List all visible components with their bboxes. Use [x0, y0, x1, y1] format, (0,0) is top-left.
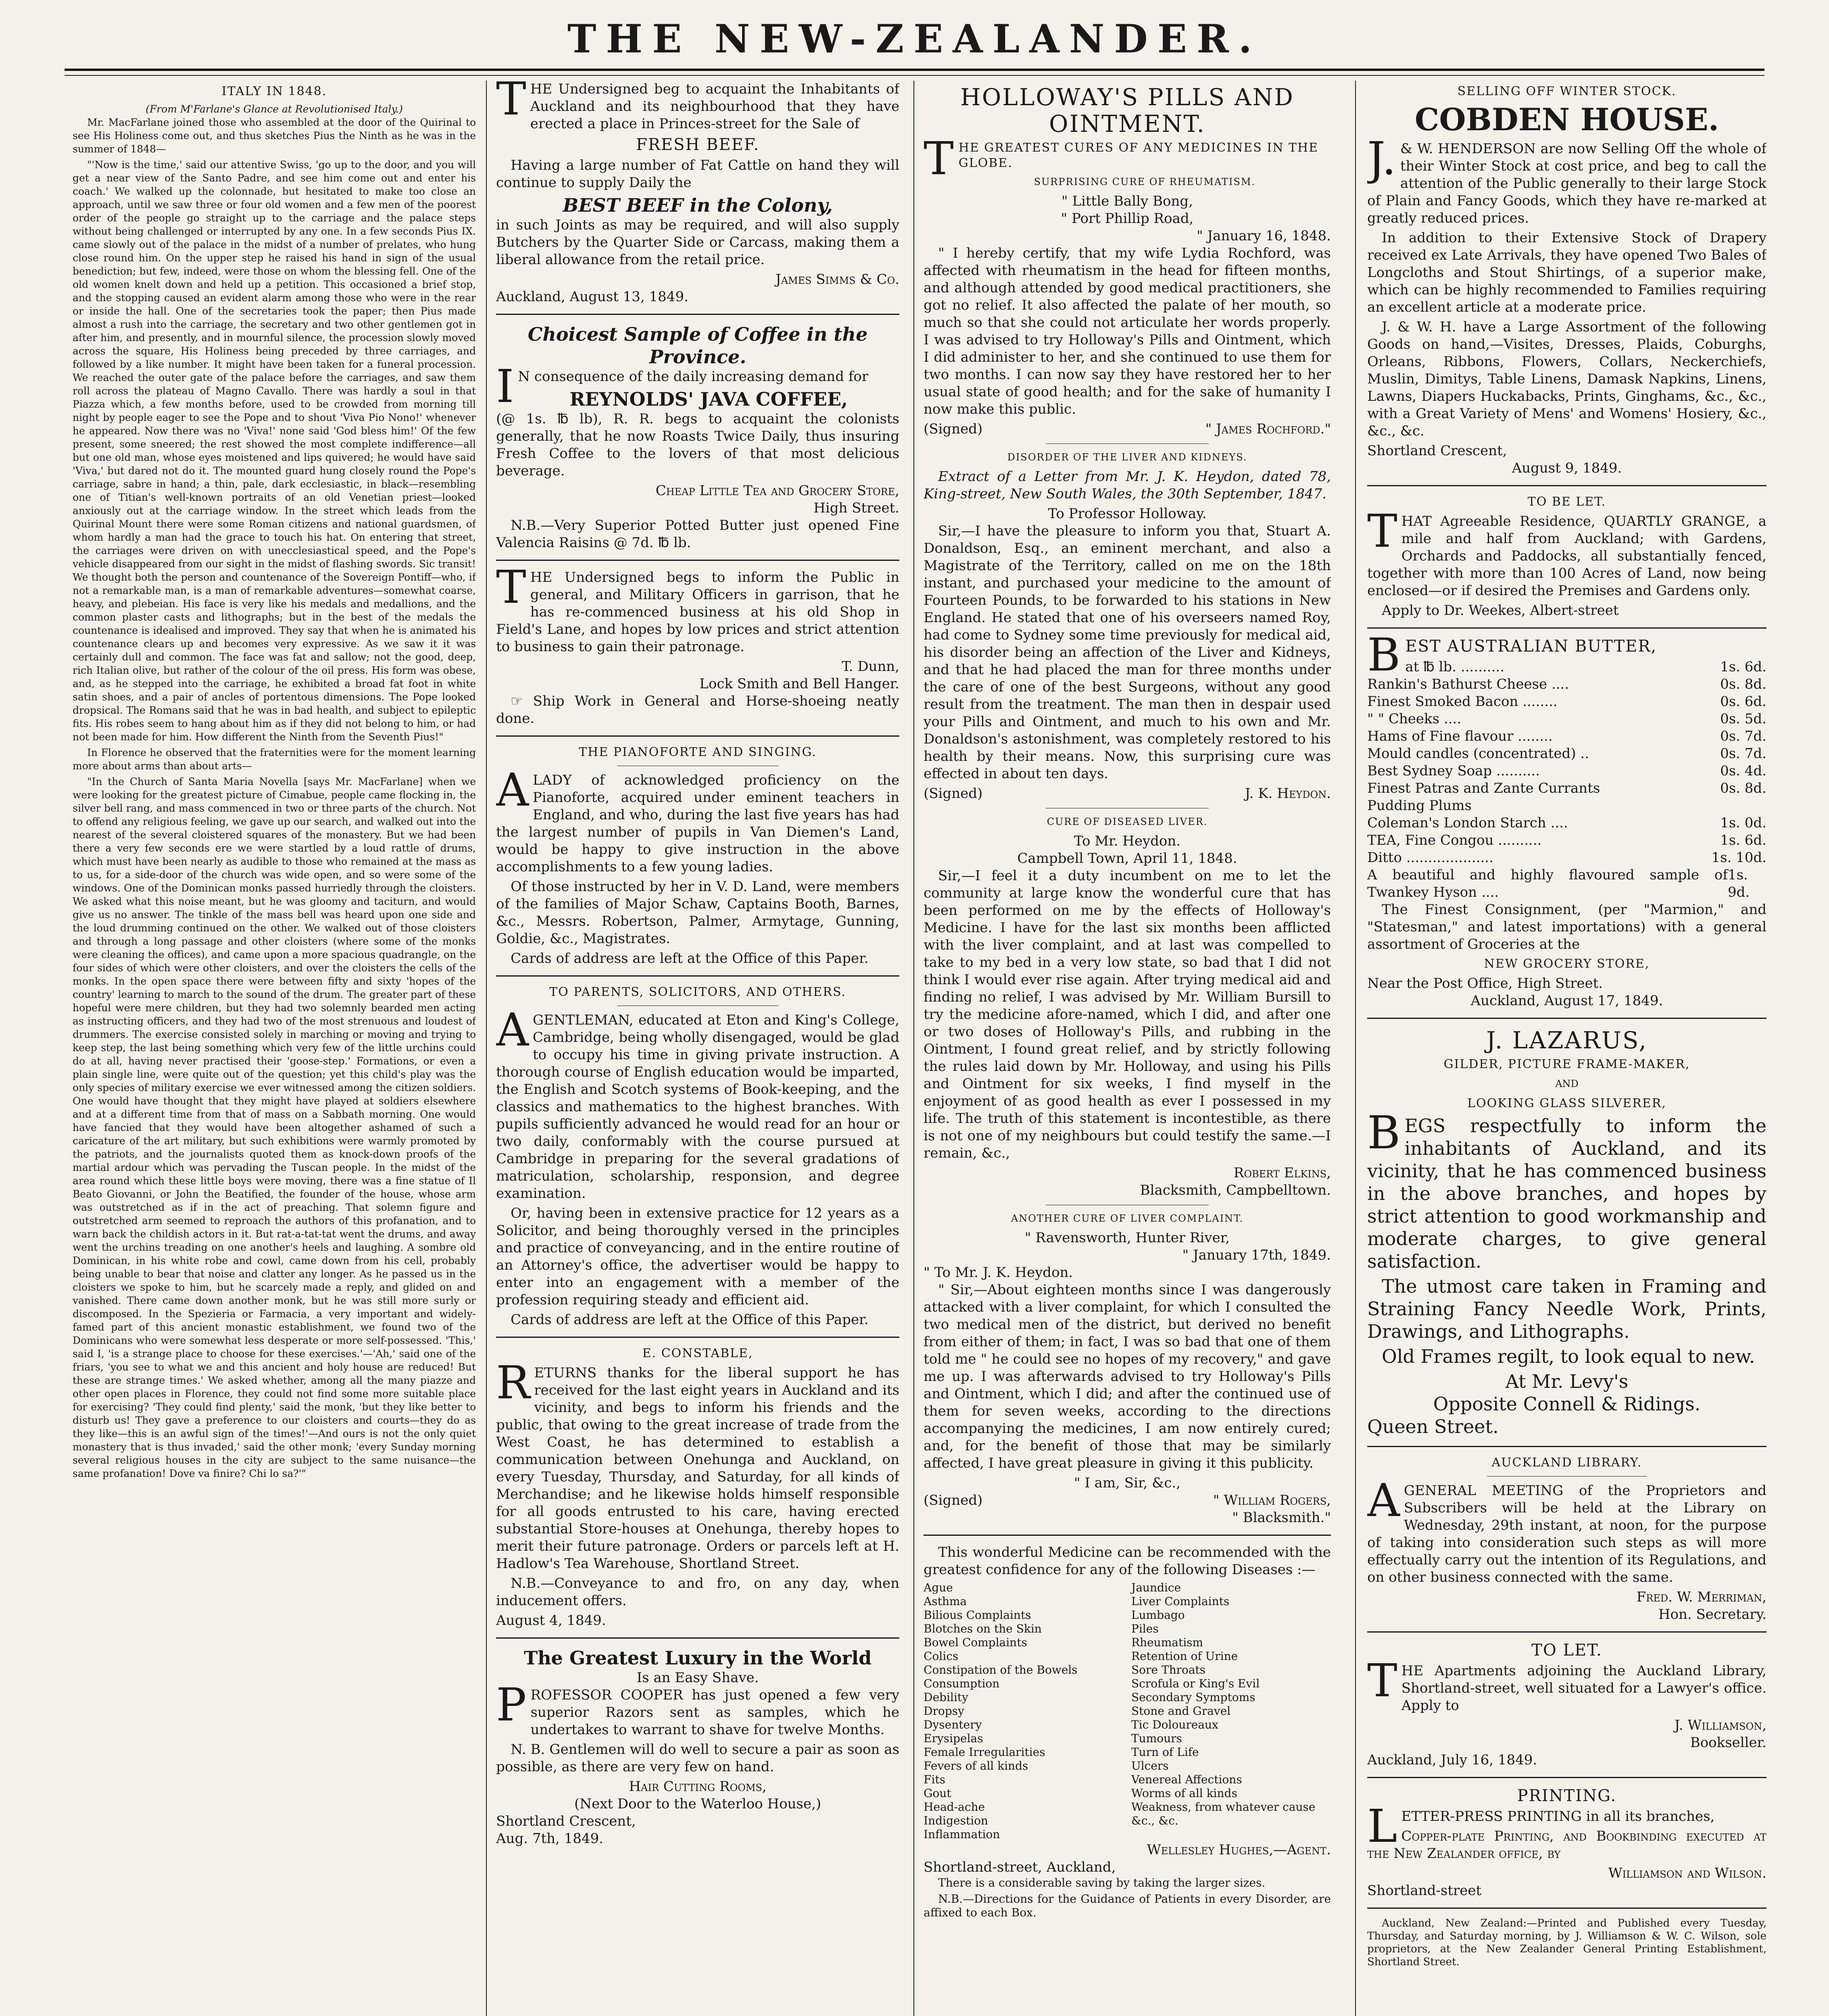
price-row	[1367, 762, 1766, 780]
item-name: Mould candles (concentrated) ..	[1367, 746, 1589, 762]
disease-item: Indigestion	[924, 1814, 988, 1827]
ad-note: N. B. Gentlemen will do well to secure a pair as soon as possible, as there are very few on hand.	[496, 1741, 899, 1775]
testimonial-title: CURE OF DISEASED LIVER.	[1047, 816, 1208, 827]
ad-note: N.B.—Very Superior Potted Butter just opened Fine Valencia Raisins @ 7d. ℔ lb.	[496, 517, 899, 551]
testimonial-signature	[924, 785, 1331, 802]
ad-heading: TO LET.	[1531, 1641, 1602, 1660]
item-price: 1s. 9d.	[1727, 867, 1750, 900]
ad-body: THE Undersigned begs to inform the Public in general, and Military Officers in garrison, that he has re-commenced business at his old Shop in Field's Lane, and hopes by low prices and strict attention to business to gain their patronage.	[496, 561, 899, 655]
ad-body: The Finest Consignment, (per "Marmion," and "Statesman," and latest importations) with a general assortment of Groceries at the	[1367, 902, 1766, 952]
disease-item: Asthma	[924, 1595, 967, 1608]
diseases-list	[924, 1581, 1331, 1841]
ad-date: Auckland, August 17, 1849.	[1470, 993, 1663, 1009]
item-name: Ditto ....................	[1367, 850, 1493, 866]
ad-note: N.B.—Directions for the Guidance of Patients in every Disorder, are affixed to each Box.	[924, 1892, 1331, 1919]
disease-item: Sore Throats	[1131, 1663, 1206, 1677]
testimonial-extract: Extract of a Letter from Mr. J. K. Heydon, dated 78, King-street, New South Wales, the 30th September, 1847.	[924, 469, 1331, 502]
ad-heading: Choicest Sample of Coffee in the Province.	[528, 323, 868, 368]
diseases-intro: This wonderful Medicine can be recommended with the greatest confidence for any of the following Diseases :—	[924, 1544, 1331, 1578]
column-rule	[913, 81, 914, 2016]
article-paragraph: "In the Church of Santa Maria Novella [says Mr. MacFarlane] when we were looking for the greatest picture of Cimabue, people came flocking in, the silver bell rang, and mass commenced in two or three parts of the church. Not to offend any religious feeling, we gave up our search, and walked out into the nearest of the several cloistered squares of the monastery. But we had been there a very few seconds ere we were startled by a loud rattle of drums, which must have been nearly as audible to those who remained at the mass as to us, for a side-door of the church was wide open, and so were some of the windows. One of the Dominican monks passed hurriedly through the cloisters. We asked what this noise meant, but he was gloomy and taciturn, and would give us no answer. The tinkle of the mass bell was heard upon one side and the loud drumming continued on the other. We walked out of those cloisters and through a long passage and other cloisters (where some of the monks were cleaning the offices), and came upon a more spacious quadrangle, on the four sides of which were other cloisters, and over the cloisters the cells of the monks. In the open space there were between fifty and sixty 'hopes of the country' learning to march to the sound of the drum. The greater part of these hopeful were mere children, but they had two solemnly bearded men acting as instructing officers, and they had two of the most strenuous and loudest of drummers. The exercise consisted solely in marching or moving and trying to keep step, the last being something which very few of the little urchins could do at all, having never practised their 'goose-step.' Formations, or even a plain single line, were quite out of the question; yet this child's play was the only species of military exercise we ever witnessed among the citizen soldiers. One would have thought that they might have played at soldiers elsewhere and at a different time from that of mass on a Sabbath morning. One would have fancied that they would have been altogether ashamed of such a caricature of the art military, but such exhibitions were warmly promoted by the patriots, and the journalists quoted them as knock-down proofs of the martial ardour which was pervading the Tuscan people. In the midst of the area round which these little boys were moving, there was a fine statue of Il Beato Giovanni, or John the Beatified, the founder of the house, whose arm was outstretched as if in the act of preaching. That solemn figure and outstretched arm seemed to reproach the authors of this profanation, and to warn back the childish actors in it. But rat-a-tat-tat went the drums, and away went the urchins treading on one another's heels and laughing. A sombre old Dominican, in his white robe and cowl, came down from his cell, probably being unable to bear that noise and clatter any longer. As he passed us in the cloisters we spoke to him, but he scarcely made a reply, and glided on and vanished. There came down another monk, but he was still more surly or discomposed. In the Spezieria or Farmacia, a very important and widely-famed part of this ancient monastic establishment, we found two of the Dominicans who were somewhat less desperate or more self-possessed. 'This,' said I, 'is a strange place to choose for these exercises.'—'Ah,' said one of the friars, 'you see to what we and this ancient and holy house are reduced! But these are strange times.' We asked whether, among all the many piazze and other open places in Florence, they could not find some more suitable place for exercising? 'They could find plenty,' said the monk, 'but they like better to disturb us! They gave a preference to our cloisters and courts—they do as they like—this is an awful sign of the times!'—And ours is not the only quiet monastery that is thus invaded,' said the other monk; 'every Sunday morning several religious houses in the city are subject to the same nuisance—the same profanation! Dove va finire? Chi lo sa?'"	[73, 776, 476, 1479]
ad-separator	[496, 560, 899, 561]
signed-title: " Blacksmith."	[1232, 1510, 1331, 1526]
ad-body: THE Undersigned beg to acquaint the Inhabitants of Auckland and its neighbourhood that they have erected a place in Princes-street for the Sale of	[496, 81, 899, 132]
price-row	[1367, 797, 1766, 814]
ad-note: There is a considerable saving by taking the larger sizes.	[938, 1876, 1266, 1889]
ad-body: Cards of address are left at the Office of this Paper.	[511, 950, 869, 966]
disease-item: Secondary Symptoms	[1131, 1691, 1255, 1704]
ad-street: High Street.	[813, 500, 899, 516]
disease-item: Liver Complaints	[1131, 1595, 1230, 1608]
item-price: 1s. 0d.	[1720, 815, 1766, 831]
column-rule	[1355, 81, 1356, 2016]
price-row	[1367, 780, 1766, 797]
item-name: Hams of Fine flavour ........	[1367, 728, 1553, 744]
item-price: 0s. 7d.	[1720, 728, 1766, 744]
ad-coffee	[496, 323, 899, 552]
ad-emphasis: BEST BEEF in the Colony,	[563, 194, 833, 216]
testimonial-body: Sir,—I feel it a duty incumbent on me to let the community at large know the wonderful cure that has been performed on me by the effects of Holloway's Medicine. I have for the last six months been afflicted with the liver complaint, and at last was compelled to take to my bed in a very low state, so bad that I did not think I would ever rise again. After trying medical aid and finding no relief, I was advised by Mr. William Bursill to try the medicine afore-named, which I did, and after one or two doses of Holloway's Pills, and rubbing in the Ointment, I found great relief, and by strictly following the rules laid down by Mr. Holloway, and using his Pills and Ointment for six weeks, I find myself in the enjoyment of as good health as ever I possessed in my life. The truth of this statement is incontestible, as there is not one of my neighbours but could testify the same.—I remain, &c.,	[924, 868, 1331, 1161]
ad-separator	[1367, 1908, 1766, 1909]
price-row	[1367, 728, 1766, 745]
ad-body: In addition to their Extensive Stock of Drapery received ex Late Arrivals, they have opened Two Bales of Longcloths and Stout Shirtings, of a superior make, which can be highly recommended to Families requiring an excellent article at a moderate price.	[1367, 230, 1766, 315]
disease-item: Bilious Complaints	[924, 1608, 1031, 1622]
disease-item: Tumours	[1131, 1732, 1182, 1745]
disease-item: Ague	[924, 1581, 953, 1594]
ad-body: PROFESSOR COOPER has just opened a few very superior Razors sent as samples, which he undertakes to warrant to shave for twelve Months.	[496, 1679, 899, 1738]
signed-name: " William Rogers,	[1213, 1492, 1331, 1508]
ad-heading: COBDEN HOUSE.	[1414, 102, 1719, 137]
disease-item: Tic Doloureaux	[1131, 1718, 1218, 1731]
testimonial-address: " Ravensworth, Hunter River,	[1024, 1230, 1230, 1246]
column-rule	[486, 81, 487, 2016]
disease-item: Head-ache	[924, 1800, 985, 1814]
ad-address: (Next Door to the Waterloo House,)	[574, 1796, 822, 1812]
item-price: 0s. 8d.	[1720, 676, 1766, 692]
ad-to-let	[1367, 1641, 1766, 1769]
ad-separator	[1367, 1446, 1766, 1447]
ad-signer: Williamson and Wilson.	[1608, 1865, 1766, 1881]
signed-name: J. K. Heydon.	[1245, 785, 1331, 802]
testimonial-title: SURPRISING CURE OF RHEUMATISM.	[1034, 176, 1256, 187]
ad-heading: TO BE LET.	[1527, 495, 1606, 509]
item-price: 0s. 5d.	[1720, 711, 1766, 727]
ad-body: AGENERAL MEETING of the Proprietors and Subscribers will be held at the Library on Wednesday, 29th instant, at noon, for the purpose of taking into consideration such steps as will more effectually carry out the intention of its Regulations, and on other business connected with the same.	[1367, 1475, 1766, 1585]
signed-name: Robert Elkins,	[1233, 1165, 1331, 1181]
item-name: Coleman's London Starch ....	[1367, 815, 1568, 831]
disease-item: Venereal Affections	[1131, 1773, 1242, 1786]
disease-item: Worms of all kinds	[1131, 1787, 1237, 1800]
ad-signer-title: Hon. Secretary.	[1658, 1606, 1766, 1622]
ad-store: Cheap Little Tea and Grocery Store,	[655, 483, 899, 499]
testimonial-address: Campbell Town, April 11, 1848.	[1017, 850, 1237, 866]
signed-name: " James Rochford."	[1205, 421, 1331, 437]
item-price: 0s. 8d.	[1720, 780, 1766, 796]
ad-conjunction: AND	[1555, 1078, 1579, 1089]
ad-signer: T. Dunn,	[841, 658, 899, 675]
column-3	[924, 81, 1331, 2016]
ad-to-be-let	[1367, 494, 1766, 619]
ad-body: The utmost care taken in Framing and Straining Fancy Needle Work, Prints, Drawings, and Lithographs.	[1367, 1275, 1766, 1342]
disease-item: Gout	[924, 1787, 951, 1800]
ad-heading: TO PARENTS, SOLICITORS, AND OTHERS.	[549, 985, 846, 999]
ad-parents	[496, 985, 899, 1329]
item-price: 0s. 7d.	[1720, 746, 1766, 762]
ad-date: Auckland, August 13, 1849.	[496, 289, 688, 305]
disease-item: Female Irregularities	[924, 1745, 1045, 1759]
ad-heading: AUCKLAND LIBRARY.	[1491, 1456, 1642, 1470]
ad-street: Queen Street.	[1367, 1416, 1499, 1437]
disease-item: Piles	[1131, 1622, 1159, 1635]
disease-item: Turn of Life	[1131, 1745, 1199, 1759]
ad-signer: Fred. W. Merriman,	[1636, 1589, 1766, 1605]
ad-topline: SELLING OFF WINTER STOCK.	[1457, 84, 1677, 98]
article-paragraph: Mr. MacFarlane joined those who assembled at the door of the Quirinal to see His Holiness come out, and thus sketches Pius the Ninth as he was in the summer of 1848—	[73, 117, 476, 155]
price-row	[1367, 676, 1766, 693]
price-row	[1367, 710, 1766, 728]
ad-subheading: Is an Easy Shave.	[636, 1670, 759, 1686]
testimonial-recipient: To Mr. Heydon.	[1074, 833, 1181, 849]
ad-body: BEGS respectfully to inform the inhabitants of Auckland, and its vicinity, that he has commenced business in the above branches, and hopes by strict attention to good workmanship and moderate charges, to give general satisfaction.	[1367, 1107, 1766, 1272]
ad-heading: BEST AUSTRALIAN BUTTER,	[1367, 629, 1657, 681]
ad-product: REYNOLDS' JAVA COFFEE,	[569, 388, 848, 410]
ad-address: Shortland Crescent,	[1367, 443, 1507, 459]
ad-separator	[496, 314, 899, 315]
ad-rooms: Hair Cutting Rooms,	[629, 1779, 767, 1795]
ad-signer: J. Williamson,	[1674, 1717, 1766, 1733]
ad-separator	[1367, 1777, 1766, 1778]
ad-separator	[496, 1337, 899, 1338]
ad-separator	[924, 1535, 1331, 1536]
column-2	[496, 81, 899, 2016]
price-row	[1367, 866, 1766, 901]
item-name: Best Sydney Soap ..........	[1367, 763, 1540, 779]
disease-item: &c., &c.	[1131, 1814, 1178, 1827]
ad-body: IN consequence of the daily increasing demand for	[496, 360, 869, 413]
ad-body: Or, having been in extensive practice for 12 years as a Solicitor, and being thoroughly versed in the principles and practice of conveyancing, and in the entire routine of an Attorney's office, the advertiser would be happy to enter into an engagement with a member of the profession requiring steady and efficient aid.	[496, 1205, 899, 1308]
ad-body: in such Joints as may be required, and will also supply Butchers by the Quarter Side or Carcass, making them a liberal allowance from the retail price.	[496, 217, 899, 268]
item-name: A beautiful and highly flavoured sample of Twankey Hyson ....	[1367, 867, 1728, 900]
disease-item: Lumbago	[1131, 1608, 1185, 1622]
signed-label: (Signed)	[924, 785, 983, 802]
testimonial-body: Sir,—I have the pleasure to inform you that, Stuart A. Donaldson, Esq., an eminent merchant, and also a Magistrate of the Territory, called on me on the 18th instant, and purchased your medicine to the amount of Fourteen Pounds, to be forwarded to his stations in New England. He stated that one of his overseers named Roy, had come to Sydney some time previously for medical aid, his disorder being an affection of the Liver and Kidneys, and that he had placed the man for three months under the care of one of the best Surgeons, without any good result from the treatment. The man then in despair used your Pills and Ointment, and much to his own and Mr. Donaldson's astonishment, was completely restored to his health by their means. Now, this surprising cure was effected in about ten days.	[924, 523, 1331, 782]
ad-locksmith	[496, 561, 899, 727]
ad-body: RETURNS thanks for the liberal support he has received for the last eight years in Auckland and its vicinity, and begs to inform his friends and the public, that owing to the great increase of trade from the West Coast, he has determined to establish a communication between Onehunga and Auckland, on every Tuesday, Thursday, and Saturday, for all kinds of Merchandise; and he likewise holds himself responsible for all goods entrusted to his care, having erected substantial Store-houses at Onehunga, thereby hopes to merit their future patronage. Orders or parcels left at H. Hadlow's Tea Warehouse, Shortland Street.	[496, 1357, 899, 1572]
article-source: (From M'Farlane's Glance at Revolutionised Italy.)	[146, 103, 403, 115]
testimonial-date: " January 16, 1848.	[1197, 228, 1331, 244]
masthead: THE NEW-ZEALANDER.	[567, 16, 1262, 62]
item-price: 1s. 10d.	[1711, 850, 1766, 866]
ad-date: Aug. 7th, 1849.	[496, 1831, 603, 1847]
ad-agent-address: Shortland-street, Auckland,	[924, 1859, 1116, 1875]
item-price: 1s. 6d.	[1720, 659, 1766, 675]
disease-item: Consumption	[924, 1677, 1000, 1690]
ad-subheading: GILDER, PICTURE FRAME-MAKER,	[1443, 1057, 1690, 1071]
disease-item: Retention of Urine	[1131, 1649, 1238, 1663]
ad-heading: THE PIANOFORTE AND SINGING.	[579, 745, 817, 759]
ad-signer-title: Bookseller.	[1690, 1735, 1766, 1751]
disease-item: Jaundice	[1131, 1581, 1181, 1594]
masthead-rule-thin	[65, 75, 1764, 76]
masthead-rule	[65, 69, 1764, 71]
ad-agent: Wellesley Hughes,—Agent.	[1147, 1842, 1331, 1858]
disease-item: Dropsy	[924, 1704, 964, 1718]
disease-item: Dysentery	[924, 1718, 982, 1731]
ad-body: (@ 1s. ℔ lb), R. R. begs to acquaint the colonists generally, that he now Roasts Twice Daily, thus insuring Fresh Coffee to the lovers of that most delicious beverage.	[496, 411, 899, 479]
ad-body: LETTER-PRESS PRINTING in all its branches,	[1367, 1800, 1715, 1853]
price-row	[1367, 693, 1766, 710]
testimonial-title: DISORDER OF THE LIVER AND KIDNEYS.	[1007, 452, 1247, 463]
testimonial-address: " Little Bally Bong,	[1062, 193, 1193, 209]
ad-store: NEW GROCERY STORE,	[1484, 957, 1650, 971]
price-row	[1367, 745, 1766, 762]
ad-body: J.& W. HENDERSON are now Selling Off the whole of their Winter Stock at cost price, and beg to call the attention of the Public generally to their large Stock of Plain and Fancy Goods, which they have re-marked at greatly reduced prices.	[1367, 133, 1766, 226]
testimonial-body: " I hereby certify, that my wife Lydia Rochford, was affected with rheumatism in the head for fifteen months, and although attended by good medical practitioners, she got no relief. It also affected the palate of her mouth, so much so that she could not articulate her words properly. I was advised to try Holloway's Pills and Ointment, which I did administer to her, and she continued to use them for two months. I can now say they have restored her to her usual state of good health; and for the sake of humanity I now make this public.	[924, 245, 1331, 417]
ad-printing	[1367, 1786, 1766, 1899]
ad-signer: James Simms & Co.	[775, 271, 899, 287]
item-name: " " Cheeks ....	[1367, 711, 1462, 727]
ad-address: Shortland-street	[1367, 1883, 1482, 1899]
ad-body: Cards of address are left at the Office of this Paper.	[511, 1312, 869, 1328]
item-name: at ℔ lb. ..........	[1405, 659, 1504, 675]
column-4	[1367, 81, 1766, 2016]
testimonial-address: " Port Phillip Road,	[1061, 210, 1194, 227]
ad-fresh-beef	[496, 81, 899, 306]
testimonial-recipient: To Professor Holloway.	[1048, 506, 1207, 522]
ad-note: ☞ Ship Work in General and Horse-shoeing neatly done.	[496, 693, 899, 727]
disease-item: Stone and Gravel	[1131, 1704, 1231, 1718]
item-name: TEA, Fine Congou ..........	[1367, 832, 1542, 848]
disease-item: Weakness, from whatever cause	[1131, 1800, 1316, 1814]
ad-body: THE Apartments adjoining the Auckland Library, Shortland-street, well situated for a Lawyer's office. Apply to	[1367, 1655, 1766, 1714]
disease-item: Fevers of all kinds	[924, 1759, 1028, 1772]
ad-separator	[1367, 1018, 1766, 1019]
testimonial-recipient: " To Mr. J. K. Heydon.	[924, 1264, 1073, 1281]
ad-separator	[496, 1637, 899, 1639]
disease-item: Colics	[924, 1649, 959, 1663]
ad-address: Near the Post Office, High Street.	[1367, 975, 1603, 991]
price-row	[1405, 658, 1766, 676]
testimonial-signature	[924, 421, 1331, 438]
item-name: Finest Smoked Bacon ........	[1367, 694, 1558, 710]
ad-body: Apply to Dr. Weekes, Albert-street	[1382, 602, 1619, 619]
testimonial-title: ANOTHER CURE OF LIVER COMPLAINT.	[1011, 1213, 1244, 1224]
signed-title: Blacksmith, Campbelltown.	[1140, 1182, 1331, 1198]
ad-butter	[1367, 629, 1766, 1010]
ad-subheading: THE GREATEST CURES OF ANY MEDICINES IN THE GLOBE.	[924, 133, 1319, 185]
price-row	[1367, 814, 1766, 832]
ad-subheading: LOOKING GLASS SILVERER,	[1467, 1096, 1666, 1110]
testimonial-date: " January 17th, 1849.	[1182, 1247, 1331, 1263]
ad-separator	[496, 975, 899, 977]
ad-heading: E. CONSTABLE,	[642, 1346, 753, 1360]
disease-item: Scrofula or King's Evil	[1131, 1677, 1260, 1690]
price-row	[1367, 849, 1766, 866]
ad-heading: J. LAZARUS,	[1486, 1027, 1648, 1054]
ad-street: Shortland Crescent,	[496, 1813, 636, 1829]
disease-item: Erysipelas	[924, 1732, 983, 1745]
disease-item: Constipation of the Bowels	[924, 1663, 1078, 1677]
ad-body: Old Frames regilt, to look equal to new.	[1382, 1345, 1755, 1367]
testimonial-signature	[924, 1492, 1331, 1509]
ad-pianoforte	[496, 745, 899, 967]
article-title: ITALY IN 1848.	[221, 84, 327, 98]
ad-location: At Mr. Levy's	[1505, 1370, 1629, 1392]
ad-separator	[496, 735, 899, 737]
ad-body: Copper-plate Printing, and Bookbinding executed at the New Zealander office, by	[1367, 1828, 1766, 1862]
ad-separator	[1367, 1631, 1766, 1633]
item-price: 0s. 4d.	[1720, 763, 1766, 779]
ad-date: August 4, 1849.	[496, 1612, 606, 1629]
ad-library	[1367, 1455, 1766, 1623]
ad-rule	[1487, 1476, 1647, 1477]
ad-cobden-house	[1367, 84, 1766, 477]
ad-heading: FRESH BEEF.	[636, 135, 760, 154]
ad-luxury	[496, 1647, 899, 1847]
ad-separator	[1367, 627, 1766, 629]
ad-date: Auckland, July 16, 1849.	[1367, 1752, 1537, 1768]
disease-item: Ulcers	[1131, 1759, 1169, 1772]
ad-body: J. & W. H. have a Large Assortment of the following Goods on hand,—Visites, Dresses, Plaids, Coburghs, Orleans, Ribbons, Flowers, Collars, Neckerchiefs, Muslin, Dimitys, Table Linens, Damask Napkins, Linens, Lawns, Diapers Huckabacks, Prints, Ginghams, &c., &c., with a Great Variety of Mens' and Womens' Hosiery, &c., &c., &c.	[1367, 319, 1766, 439]
testimonial-close: " I am, Sir, &c.,	[1074, 1475, 1181, 1491]
ad-body: ALADY of acknowledged proficiency on the Pianoforte, acquired under eminent teachers in England, and who, during the last five years has had the largest number of pupils in Van Diemen's Land, would be happy to give instruction in the above accomplishments to a few young ladies.	[496, 764, 899, 875]
ad-separator	[1367, 485, 1766, 486]
ad-date: August 9, 1849.	[1512, 460, 1622, 476]
ad-constable	[496, 1346, 899, 1629]
article-paragraph: In Florence he observed that the fraternities were for the moment learning more about arms than about arts—	[73, 747, 476, 772]
item-name: Rankin's Bathurst Cheese ....	[1367, 676, 1569, 692]
imprint: Auckland, New Zealand:—Printed and Published every Tuesday, Thursday, and Saturday morning, by J. Williamson & W. C. Wilson, sole proprietors, at the New Zealander General Printing Establishment, Shortland Street.	[1367, 1917, 1766, 1968]
ad-body: THAT Agreeable Residence, QUARTLY GRANGE, a mile and half from Auckland; with Gardens, Orchards and Paddocks, all substantially fenced, together with more than 100 Acres of Land, now being enclosed—or if desired the Premises and Gardens only.	[1367, 505, 1766, 599]
item-name: Finest Patras and Zante Currants	[1367, 780, 1600, 796]
disease-item: Rheumatism	[1131, 1636, 1203, 1649]
ad-location: Opposite Connell & Ridings.	[1433, 1393, 1701, 1415]
ad-body: Of those instructed by her in V. D. Land, were members of the families of Major Schaw, Captains Booth, Barnes, &c., Messrs. Robertson, Palmer, Armytage, Gunning, Goldie, &c., Magistrates.	[496, 879, 899, 947]
item-price: 1s. 6d.	[1720, 832, 1766, 848]
article-paragraph: "'Now is the time,' said our attentive Swiss, 'go up to the door, and you will get a near view of the Santo Padre, and see him come out and enter his coach.' We walked up the colonnade, but hesitated to make too close an approach, until we saw three or four old women and a few men of the poorest order of the people go straight up to the carriage and the palace steps without being challenged or interrupted by any one. In a few seconds Pius IX. came slowly out of the palace in the midst of a number of prelates, who hung close round him. On the upper step he raised his hand in sign of the usual benediction; but few, indeed, were those on whom the blessing fell. One of the old women knelt down and held up a petition. This occasioned a brief stop, and the stopping caused an evident alarm among those who were in the rear or inside the hall. One of the secretaries took the paper; then Pius made almost a rush into the carriage, the secretary and two other gentlemen got in after him, and presently, and in mournful silence, the procession slowly moved across the square, His Holiness being preceded by three carriages, and followed by a like number. It might have been taken for a funeral procession. We reached the outer gate of the palace before the carriages, and saw them roll across the plateau of Magno Cavallo. There was hardly a soul in that Piazza which, a few months before, used to be crowded from morning till night by people eager to see the Pope and to shout 'Viva Pio Nono!' whenever he appeared. Now there was no 'Viva!' none said 'God bless him!' Of the few present, some sneered; the rest showed the most complete indifference—all but one old man, whose eyes moistened and lips quivered; he would have said 'Viva,' but dared not do it. The mounted guard hung closely round the Pope's carriage, sabre in hand; a thin, pale, dark ecclesiastic, in black—resembling one of Titian's well-known portraits of an old Venetian priest—looked anxiously out at the carriage window. In the street which leads from the Quirinal Mount there were some Roman citizens and national guardsmen, of whom hardly a man had the grace to touch his hat. On entering that street, the carriages were driven on with unecclesiastical speed, and the Pope's vehicle disappeared from our sight in the midst of flashing swords. Sic transit! We thought both the person and countenance of the Sovereign Pontiff—who, if not a remarkable man, is a man of remarkable adventures—somewhat coarse, heavy, and plebeian. His face is very like his medals and medallions, and the common plaster casts and lithographs; but in the best of the medals the countenance is idealised and improved. They say that when he is animated his countenance clears up and becomes very expressive. As we saw it it was certainly dull and common. The face was fat and sallow; not the good, deep, rich Italian olive, but rather of the colour of the oil press. His form was obese, and, as he stepped into the carriage, he exhibited a broad fat foot in white satin shoes, and a pair of ancles of portentous dimensions. The Pope looked dropsical. The Romans said that he was in bad health, and subject to epileptic fits. His robes seem to hang about him as if they did not belong to him, or had not been made for him. How different the Ninth from the Seventh Pius!"	[73, 159, 476, 743]
ad-body: Having a large number of Fat Cattle on hand they will continue to supply Daily the	[496, 157, 899, 191]
signed-label: (Signed)	[924, 421, 983, 437]
disease-item: Inflammation	[924, 1828, 1000, 1841]
disease-item: Blotches on the Skin	[924, 1622, 1042, 1635]
column-1	[73, 81, 476, 2016]
diseases-left	[924, 1581, 1123, 1841]
ad-lazarus	[1367, 1027, 1766, 1438]
item-name: Pudding Plums	[1367, 798, 1472, 814]
diseases-right	[1131, 1581, 1331, 1841]
ad-heading: HOLLOWAY'S PILLS AND OINTMENT.	[960, 83, 1294, 137]
ad-signer-title: Lock Smith and Bell Hanger.	[699, 676, 899, 692]
ad-body: AGENTLEMAN, educated at Eton and King's College, Cambridge, being wholly disengaged, would be glad to occupy his time in giving private instruction. A thorough course of English education would be imparted, the English and Scotch systems of Book-keeping, and the classics and mathematics to the highest branches. With pupils sufficiently advanced he would read for an hour or two daily, conformably with the course pursued at Cambridge in preparing for the several gradations of matriculation, scholarship, responsion, and degree examination.	[496, 1004, 899, 1202]
disease-item: Bowel Complaints	[924, 1636, 1027, 1649]
item-price: 0s. 6d.	[1720, 694, 1766, 710]
price-row	[1367, 832, 1766, 849]
testimonial-body: " Sir,—About eighteen months since I was dangerously attacked with a liver complaint, for which I consulted the two medical men of the district, but derived no benefit from either of them; in fact, I was so bad that one of them told me " he could see no hopes of my recovery," and gave me up. I was afterwards advised to try Holloway's Pills and Ointment, which I did; and after the continued use of them for seven weeks, according to the directions accompanying the medicines, I am now entirely cured; and, for the benefit of those that may be similarly affected, I have great pleasure in giving it this publicity.	[924, 1282, 1331, 1471]
signed-label: (Signed)	[924, 1492, 983, 1508]
ad-note: N.B.—Conveyance to and fro, on any day, when inducement offers.	[496, 1575, 899, 1609]
disease-item: Fits	[924, 1773, 946, 1786]
disease-item: Debility	[924, 1691, 968, 1704]
ad-heading: PRINTING.	[1517, 1787, 1617, 1805]
ad-heading: The Greatest Luxury in the World	[523, 1647, 872, 1669]
